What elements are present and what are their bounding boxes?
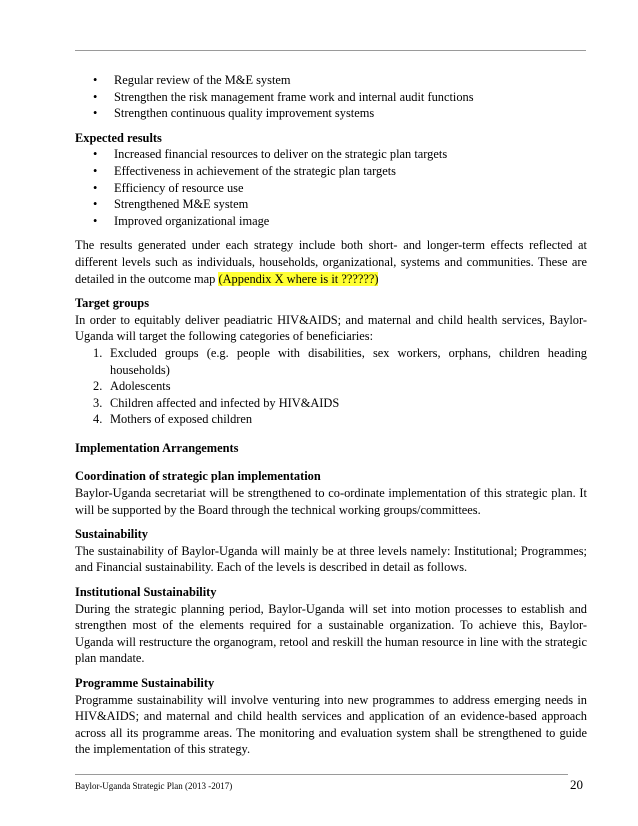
section-heading-expected-results: Expected results bbox=[75, 130, 162, 145]
section-heading-target-groups: Target groups bbox=[75, 296, 150, 311]
section-heading-programme: Programme Sustainability bbox=[75, 676, 215, 690]
list-item: 1. Excluded groups (e.g. people with disabilities, sex workers, orphans, children heading households) bbox=[93, 345, 587, 377]
target-groups-paragraph: In order to equitably deliver peadiatric HIV&AIDS; and maternal and child health services, Baylor-Uganda will target the following categories of beneficiaries: bbox=[75, 312, 587, 344]
list-item: 3. Children affected and infected by HIV&AIDS bbox=[93, 395, 340, 410]
section-heading-institutional: Institutional Sustainability bbox=[75, 585, 217, 600]
list-item: • Strengthen continuous quality improvement systems bbox=[75, 105, 587, 122]
institutional-paragraph: During the strategic planning period, Baylor-Uganda will set into motion processes to establish and strengthen most of the elements required for a sustainable organization. To achieve this, Baylor-Uganda will restructure the organogram, retool and reskill the human resource in line with the strategic plan mandate. bbox=[75, 601, 587, 666]
results-text: The results generated under each strategy include both short- and longer-term effects reflected at different levels such as individuals, households, organizational, systems and communities. These are detailed in the outcome map bbox=[75, 238, 587, 286]
list-item: • Improved organizational image bbox=[75, 213, 587, 230]
list-item: 4. Mothers of exposed children bbox=[93, 412, 253, 427]
footer-rule bbox=[75, 774, 568, 775]
expected-results-list bbox=[75, 146, 587, 229]
page-number: 20 bbox=[570, 777, 583, 792]
beneficiary-list bbox=[75, 345, 587, 428]
results-paragraph bbox=[75, 237, 587, 287]
list-item: • Increased financial resources to deliver on the strategic plan targets bbox=[75, 146, 587, 163]
section-heading-coordination: Coordination of strategic plan implementation bbox=[75, 469, 321, 484]
list-item: • Strengthened M&E system bbox=[75, 196, 587, 213]
list-item: • Regular review of the M&E system bbox=[75, 72, 587, 89]
list-item: • Efficiency of resource use bbox=[75, 180, 587, 197]
coordination-paragraph: Baylor-Uganda secretariat will be strengthened to co-ordinate implementation of this strategic plan. It will be supported by the Board through the technical working groups/committees. bbox=[75, 486, 587, 517]
footer-title: Baylor-Uganda Strategic Plan (2013 -2017) bbox=[75, 781, 233, 791]
section-heading-implementation: Implementation Arrangements bbox=[75, 440, 239, 455]
intro-bullet-list bbox=[75, 72, 587, 122]
list-item: • Strengthen the risk management frame work and internal audit functions bbox=[75, 89, 587, 106]
section-heading-sustainability: Sustainability bbox=[75, 527, 148, 542]
programme-paragraph: Programme sustainability will involve venturing into new programmes to address emerging needs in HIV&AIDS; and maternal and child health services and application of an evidence-based approach across all its programme areas. The monitoring and evaluation system shall be strengthened to guide the implementation of this strategy. bbox=[75, 692, 587, 757]
list-item: • Effectiveness in achievement of the strategic plan targets bbox=[75, 163, 587, 180]
list-item: 2. Adolescents bbox=[93, 379, 171, 394]
header-rule bbox=[75, 50, 586, 51]
highlighted-comment: (Appendix X where is it ??????) bbox=[218, 271, 379, 286]
page-content bbox=[75, 72, 587, 758]
sustainability-paragraph: The sustainability of Baylor-Uganda will mainly be at three levels namely: Institutional; Programmes; and Financial sustainability. Each of the levels is described in detail as follows. bbox=[75, 543, 587, 575]
